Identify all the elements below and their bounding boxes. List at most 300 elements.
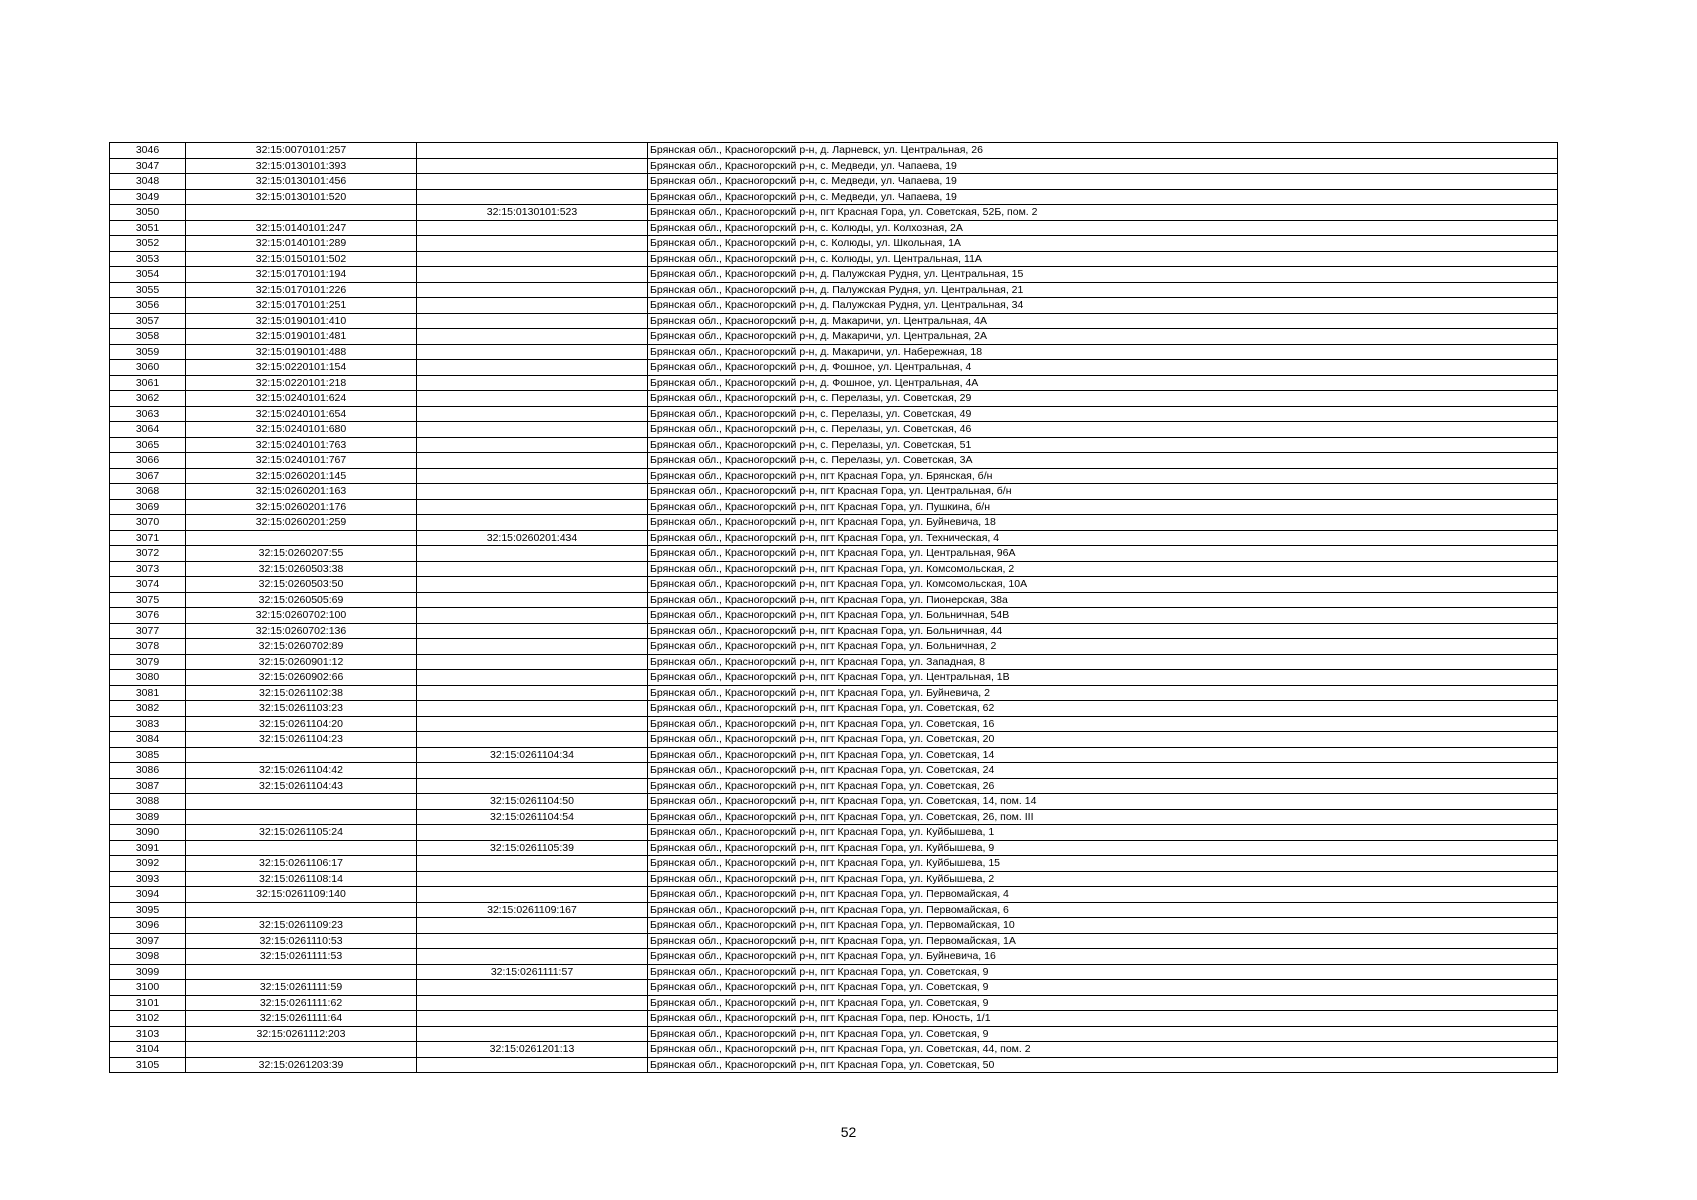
table-row	[110, 654, 1558, 670]
address-cell: Брянская обл., Красногорский р-н, пгт Красная Гора, ул. Советская, 44, пом. 2	[648, 1042, 1558, 1058]
table-row	[110, 468, 1558, 484]
address-cell: Брянская обл., Красногорский р-н, пгт Красная Гора, ул. Советская, 20	[648, 732, 1558, 748]
row-number-cell: 3073	[110, 561, 186, 577]
cadastral-number-cell: 32:15:0130101:520	[186, 189, 417, 205]
address-cell: Брянская обл., Красногорский р-н, пгт Красная Гора, ул. Буйневича, 2	[648, 685, 1558, 701]
address-cell: Брянская обл., Красногорский р-н, пгт Красная Гора, ул. Буйневича, 16	[648, 949, 1558, 965]
row-number-cell: 3088	[110, 794, 186, 810]
table-row	[110, 453, 1558, 469]
address-cell: Брянская обл., Красногорский р-н, с. Колюды, ул. Центральная, 11А	[648, 251, 1558, 267]
table-row	[110, 236, 1558, 252]
row-number-cell: 3084	[110, 732, 186, 748]
table-row	[110, 732, 1558, 748]
premises-cadastral-number-cell	[417, 329, 648, 345]
cadastral-number-cell	[186, 809, 417, 825]
address-cell: Брянская обл., Красногорский р-н, пгт Красная Гора, ул. Советская, 62	[648, 701, 1558, 717]
cadastral-number-cell: 32:15:0170101:226	[186, 282, 417, 298]
table-row	[110, 422, 1558, 438]
cadastral-number-cell: 32:15:0260702:100	[186, 608, 417, 624]
cadastral-number-cell	[186, 205, 417, 221]
premises-cadastral-number-cell	[417, 561, 648, 577]
premises-cadastral-number-cell	[417, 701, 648, 717]
cadastral-number-cell: 32:15:0240101:624	[186, 391, 417, 407]
cadastral-number-cell: 32:15:0190101:488	[186, 344, 417, 360]
row-number-cell: 3065	[110, 437, 186, 453]
cadastral-number-cell: 32:15:0261111:62	[186, 995, 417, 1011]
row-number-cell: 3058	[110, 329, 186, 345]
row-number-cell: 3048	[110, 174, 186, 190]
premises-cadastral-number-cell	[417, 484, 648, 500]
table-row	[110, 747, 1558, 763]
row-number-cell: 3094	[110, 887, 186, 903]
address-cell: Брянская обл., Красногорский р-н, пгт Красная Гора, ул. Пионерская, 38а	[648, 592, 1558, 608]
cadastral-number-cell	[186, 1042, 417, 1058]
table-row	[110, 592, 1558, 608]
row-number-cell: 3062	[110, 391, 186, 407]
cadastral-number-cell: 32:15:0070101:257	[186, 143, 417, 159]
cadastral-number-cell: 32:15:0260503:50	[186, 577, 417, 593]
cadastral-number-cell: 32:15:0240101:654	[186, 406, 417, 422]
address-cell: Брянская обл., Красногорский р-н, пгт Красная Гора, ул. Куйбышева, 9	[648, 840, 1558, 856]
table-row	[110, 639, 1558, 655]
address-cell: Брянская обл., Красногорский р-н, пгт Красная Гора, ул. Советская, 24	[648, 763, 1558, 779]
row-number-cell: 3083	[110, 716, 186, 732]
table-row	[110, 530, 1558, 546]
premises-cadastral-number-cell	[417, 763, 648, 779]
address-cell: Брянская обл., Красногорский р-н, пгт Красная Гора, ул. Советская, 52Б, пом. 2	[648, 205, 1558, 221]
cadastral-number-cell: 32:15:0130101:393	[186, 158, 417, 174]
table-row	[110, 794, 1558, 810]
row-number-cell: 3054	[110, 267, 186, 283]
premises-cadastral-number-cell	[417, 360, 648, 376]
address-cell: Брянская обл., Красногорский р-н, с. Перелазы, ул. Советская, 51	[648, 437, 1558, 453]
table-row	[110, 220, 1558, 236]
row-number-cell: 3072	[110, 546, 186, 562]
premises-cadastral-number-cell	[417, 437, 648, 453]
row-number-cell: 3080	[110, 670, 186, 686]
premises-cadastral-number-cell	[417, 236, 648, 252]
row-number-cell: 3068	[110, 484, 186, 500]
table-row	[110, 887, 1558, 903]
premises-cadastral-number-cell: 32:15:0261111:57	[417, 964, 648, 980]
address-cell: Брянская обл., Красногорский р-н, с. Медведи, ул. Чапаева, 19	[648, 158, 1558, 174]
cadastral-number-cell: 32:15:0261105:24	[186, 825, 417, 841]
table-row	[110, 980, 1558, 996]
cadastral-number-cell: 32:15:0260201:163	[186, 484, 417, 500]
row-number-cell: 3077	[110, 623, 186, 639]
row-number-cell: 3053	[110, 251, 186, 267]
premises-cadastral-number-cell: 32:15:0260201:434	[417, 530, 648, 546]
premises-cadastral-number-cell	[417, 515, 648, 531]
cadastral-number-cell: 32:15:0260702:136	[186, 623, 417, 639]
premises-cadastral-number-cell	[417, 608, 648, 624]
row-number-cell: 3075	[110, 592, 186, 608]
address-cell: Брянская обл., Красногорский р-н, д. Палужская Рудня, ул. Центральная, 21	[648, 282, 1558, 298]
premises-cadastral-number-cell: 32:15:0261104:54	[417, 809, 648, 825]
table-row	[110, 437, 1558, 453]
address-cell: Брянская обл., Красногорский р-н, пгт Красная Гора, пер. Юность, 1/1	[648, 1011, 1558, 1027]
premises-cadastral-number-cell	[417, 391, 648, 407]
row-number-cell: 3099	[110, 964, 186, 980]
premises-cadastral-number-cell	[417, 313, 648, 329]
address-cell: Брянская обл., Красногорский р-н, д. Палужская Рудня, ул. Центральная, 34	[648, 298, 1558, 314]
address-cell: Брянская обл., Красногорский р-н, с. Перелазы, ул. Советская, 46	[648, 422, 1558, 438]
premises-cadastral-number-cell: 32:15:0130101:523	[417, 205, 648, 221]
row-number-cell: 3086	[110, 763, 186, 779]
address-cell: Брянская обл., Красногорский р-н, с. Перелазы, ул. Советская, 3А	[648, 453, 1558, 469]
table-row	[110, 267, 1558, 283]
address-cell: Брянская обл., Красногорский р-н, пгт Красная Гора, ул. Советская, 9	[648, 1026, 1558, 1042]
premises-cadastral-number-cell	[417, 871, 648, 887]
cadastral-number-cell: 32:15:0150101:502	[186, 251, 417, 267]
row-number-cell: 3097	[110, 933, 186, 949]
address-cell: Брянская обл., Красногорский р-н, пгт Красная Гора, ул. Советская, 9	[648, 964, 1558, 980]
cadastral-number-cell: 32:15:0260503:38	[186, 561, 417, 577]
cadastral-number-cell	[186, 794, 417, 810]
address-cell: Брянская обл., Красногорский р-н, пгт Красная Гора, ул. Первомайская, 10	[648, 918, 1558, 934]
cadastral-number-cell: 32:15:0190101:410	[186, 313, 417, 329]
premises-cadastral-number-cell	[417, 422, 648, 438]
cadastral-number-cell	[186, 747, 417, 763]
row-number-cell: 3069	[110, 499, 186, 515]
table-row	[110, 484, 1558, 500]
table-row	[110, 701, 1558, 717]
table-row	[110, 360, 1558, 376]
table-row	[110, 313, 1558, 329]
cadastral-number-cell: 32:15:0261104:43	[186, 778, 417, 794]
cadastral-number-cell: 32:15:0240101:767	[186, 453, 417, 469]
address-cell: Брянская обл., Красногорский р-н, д. Ларневск, ул. Центральная, 26	[648, 143, 1558, 159]
premises-cadastral-number-cell	[417, 174, 648, 190]
address-cell: Брянская обл., Красногорский р-н, д. Фошное, ул. Центральная, 4А	[648, 375, 1558, 391]
table-row	[110, 1026, 1558, 1042]
table-row	[110, 918, 1558, 934]
address-cell: Брянская обл., Красногорский р-н, с. Перелазы, ул. Советская, 29	[648, 391, 1558, 407]
premises-cadastral-number-cell	[417, 685, 648, 701]
premises-cadastral-number-cell	[417, 499, 648, 515]
cadastral-number-cell: 32:15:0130101:456	[186, 174, 417, 190]
table-row	[110, 856, 1558, 872]
table-row	[110, 329, 1558, 345]
address-cell: Брянская обл., Красногорский р-н, пгт Красная Гора, ул. Советская, 26	[648, 778, 1558, 794]
premises-cadastral-number-cell	[417, 918, 648, 934]
address-cell: Брянская обл., Красногорский р-н, пгт Красная Гора, ул. Первомайская, 1А	[648, 933, 1558, 949]
cadastral-number-cell: 32:15:0261110:53	[186, 933, 417, 949]
premises-cadastral-number-cell	[417, 592, 648, 608]
premises-cadastral-number-cell	[417, 375, 648, 391]
premises-cadastral-number-cell	[417, 887, 648, 903]
table-row	[110, 995, 1558, 1011]
row-number-cell: 3060	[110, 360, 186, 376]
table-row	[110, 871, 1558, 887]
cadastral-number-cell: 32:15:0261111:53	[186, 949, 417, 965]
row-number-cell: 3076	[110, 608, 186, 624]
premises-cadastral-number-cell	[417, 1011, 648, 1027]
address-cell: Брянская обл., Красногорский р-н, пгт Красная Гора, ул. Советская, 9	[648, 995, 1558, 1011]
address-cell: Брянская обл., Красногорский р-н, пгт Красная Гора, ул. Больничная, 54В	[648, 608, 1558, 624]
address-cell: Брянская обл., Красногорский р-н, с. Колюды, ул. Колхозная, 2А	[648, 220, 1558, 236]
cadastral-number-cell: 32:15:0170101:194	[186, 267, 417, 283]
table-row	[110, 809, 1558, 825]
table-row	[110, 298, 1558, 314]
cadastral-number-cell: 32:15:0190101:481	[186, 329, 417, 345]
cadastral-number-cell	[186, 840, 417, 856]
address-cell: Брянская обл., Красногорский р-н, пгт Красная Гора, ул. Советская, 50	[648, 1057, 1558, 1073]
address-cell: Брянская обл., Красногорский р-н, пгт Красная Гора, ул. Советская, 9	[648, 980, 1558, 996]
address-cell: Брянская обл., Красногорский р-н, пгт Красная Гора, ул. Куйбышева, 1	[648, 825, 1558, 841]
table-row	[110, 825, 1558, 841]
address-cell: Брянская обл., Красногорский р-н, д. Макаричи, ул. Центральная, 4А	[648, 313, 1558, 329]
address-cell: Брянская обл., Красногорский р-н, пгт Красная Гора, ул. Пушкина, б/н	[648, 499, 1558, 515]
row-number-cell: 3052	[110, 236, 186, 252]
cadastral-number-cell: 32:15:0170101:251	[186, 298, 417, 314]
row-number-cell: 3071	[110, 530, 186, 546]
cadastral-number-cell: 32:15:0260201:259	[186, 515, 417, 531]
registry-table-body	[110, 143, 1558, 1073]
premises-cadastral-number-cell	[417, 406, 648, 422]
table-row	[110, 406, 1558, 422]
address-cell: Брянская обл., Красногорский р-н, д. Фошное, ул. Центральная, 4	[648, 360, 1558, 376]
row-number-cell: 3102	[110, 1011, 186, 1027]
premises-cadastral-number-cell	[417, 468, 648, 484]
cadastral-number-cell: 32:15:0260201:145	[186, 468, 417, 484]
row-number-cell: 3103	[110, 1026, 186, 1042]
table-row	[110, 375, 1558, 391]
address-cell: Брянская обл., Красногорский р-н, д. Макаричи, ул. Центральная, 2А	[648, 329, 1558, 345]
address-cell: Брянская обл., Красногорский р-н, пгт Красная Гора, ул. Больничная, 44	[648, 623, 1558, 639]
premises-cadastral-number-cell	[417, 670, 648, 686]
row-number-cell: 3066	[110, 453, 186, 469]
address-cell: Брянская обл., Красногорский р-н, пгт Красная Гора, ул. Брянская, б/н	[648, 468, 1558, 484]
table-row	[110, 1042, 1558, 1058]
address-cell: Брянская обл., Красногорский р-н, пгт Красная Гора, ул. Советская, 14	[648, 747, 1558, 763]
row-number-cell: 3078	[110, 639, 186, 655]
row-number-cell: 3093	[110, 871, 186, 887]
address-cell: Брянская обл., Красногорский р-н, пгт Красная Гора, ул. Техническая, 4	[648, 530, 1558, 546]
table-row	[110, 251, 1558, 267]
row-number-cell: 3049	[110, 189, 186, 205]
row-number-cell: 3105	[110, 1057, 186, 1073]
premises-cadastral-number-cell	[417, 251, 648, 267]
cadastral-number-cell: 32:15:0261203:39	[186, 1057, 417, 1073]
row-number-cell: 3061	[110, 375, 186, 391]
cadastral-number-cell: 32:15:0140101:289	[186, 236, 417, 252]
cadastral-number-cell: 32:15:0220101:154	[186, 360, 417, 376]
premises-cadastral-number-cell: 32:15:0261104:50	[417, 794, 648, 810]
row-number-cell: 3074	[110, 577, 186, 593]
premises-cadastral-number-cell	[417, 189, 648, 205]
premises-cadastral-number-cell	[417, 654, 648, 670]
row-number-cell: 3056	[110, 298, 186, 314]
row-number-cell: 3047	[110, 158, 186, 174]
address-cell: Брянская обл., Красногорский р-н, пгт Красная Гора, ул. Комсомольская, 10А	[648, 577, 1558, 593]
table-row	[110, 964, 1558, 980]
cadastral-number-cell: 32:15:0260702:89	[186, 639, 417, 655]
row-number-cell: 3057	[110, 313, 186, 329]
row-number-cell: 3064	[110, 422, 186, 438]
table-row	[110, 716, 1558, 732]
address-cell: Брянская обл., Красногорский р-н, пгт Красная Гора, ул. Больничная, 2	[648, 639, 1558, 655]
row-number-cell: 3098	[110, 949, 186, 965]
table-row	[110, 608, 1558, 624]
cadastral-number-cell: 32:15:0261111:59	[186, 980, 417, 996]
premises-cadastral-number-cell: 32:15:0261201:13	[417, 1042, 648, 1058]
table-row	[110, 577, 1558, 593]
table-row	[110, 902, 1558, 918]
cadastral-number-cell: 32:15:0261109:140	[186, 887, 417, 903]
address-cell: Брянская обл., Красногорский р-н, пгт Красная Гора, ул. Центральная, 96А	[648, 546, 1558, 562]
address-cell: Брянская обл., Красногорский р-н, пгт Красная Гора, ул. Комсомольская, 2	[648, 561, 1558, 577]
table-row	[110, 685, 1558, 701]
address-cell: Брянская обл., Красногорский р-н, пгт Красная Гора, ул. Центральная, б/н	[648, 484, 1558, 500]
table-row	[110, 949, 1558, 965]
row-number-cell: 3101	[110, 995, 186, 1011]
premises-cadastral-number-cell	[417, 267, 648, 283]
premises-cadastral-number-cell	[417, 577, 648, 593]
row-number-cell: 3082	[110, 701, 186, 717]
cadastral-number-cell: 32:15:0260902:66	[186, 670, 417, 686]
cadastral-number-cell: 32:15:0240101:763	[186, 437, 417, 453]
address-cell: Брянская обл., Красногорский р-н, пгт Красная Гора, ул. Куйбышева, 2	[648, 871, 1558, 887]
premises-cadastral-number-cell	[417, 282, 648, 298]
cadastral-number-cell: 32:15:0261104:20	[186, 716, 417, 732]
address-cell: Брянская обл., Красногорский р-н, пгт Красная Гора, ул. Буйневича, 18	[648, 515, 1558, 531]
address-cell: Брянская обл., Красногорский р-н, с. Медведи, ул. Чапаева, 19	[648, 189, 1558, 205]
registry-table	[109, 142, 1558, 1073]
row-number-cell: 3085	[110, 747, 186, 763]
address-cell: Брянская обл., Красногорский р-н, пгт Красная Гора, ул. Первомайская, 6	[648, 902, 1558, 918]
table-row	[110, 840, 1558, 856]
row-number-cell: 3090	[110, 825, 186, 841]
row-number-cell: 3067	[110, 468, 186, 484]
premises-cadastral-number-cell: 32:15:0261109:167	[417, 902, 648, 918]
cadastral-number-cell: 32:15:0240101:680	[186, 422, 417, 438]
cadastral-number-cell: 32:15:0261112:203	[186, 1026, 417, 1042]
cadastral-number-cell	[186, 964, 417, 980]
address-cell: Брянская обл., Красногорский р-н, с. Медведи, ул. Чапаева, 19	[648, 174, 1558, 190]
premises-cadastral-number-cell	[417, 344, 648, 360]
row-number-cell: 3095	[110, 902, 186, 918]
premises-cadastral-number-cell	[417, 1057, 648, 1073]
premises-cadastral-number-cell	[417, 220, 648, 236]
cadastral-number-cell: 32:15:0220101:218	[186, 375, 417, 391]
table-row	[110, 143, 1558, 159]
row-number-cell: 3092	[110, 856, 186, 872]
row-number-cell: 3087	[110, 778, 186, 794]
cadastral-number-cell	[186, 902, 417, 918]
cadastral-number-cell: 32:15:0261109:23	[186, 918, 417, 934]
table-row	[110, 158, 1558, 174]
cadastral-number-cell: 32:15:0260207:55	[186, 546, 417, 562]
address-cell: Брянская обл., Красногорский р-н, пгт Красная Гора, ул. Центральная, 1В	[648, 670, 1558, 686]
row-number-cell: 3081	[110, 685, 186, 701]
page-number: 52	[840, 1124, 857, 1140]
premises-cadastral-number-cell	[417, 716, 648, 732]
row-number-cell: 3079	[110, 654, 186, 670]
cadastral-number-cell: 32:15:0261104:23	[186, 732, 417, 748]
row-number-cell: 3050	[110, 205, 186, 221]
premises-cadastral-number-cell	[417, 546, 648, 562]
table-row	[110, 391, 1558, 407]
cadastral-number-cell: 32:15:0261106:17	[186, 856, 417, 872]
cadastral-number-cell	[186, 530, 417, 546]
address-cell: Брянская обл., Красногорский р-н, с. Колюды, ул. Школьная, 1А	[648, 236, 1558, 252]
table-row	[110, 670, 1558, 686]
table-row	[110, 282, 1558, 298]
table-row	[110, 1057, 1558, 1073]
premises-cadastral-number-cell	[417, 856, 648, 872]
row-number-cell: 3051	[110, 220, 186, 236]
premises-cadastral-number-cell	[417, 453, 648, 469]
cadastral-number-cell: 32:15:0261111:64	[186, 1011, 417, 1027]
premises-cadastral-number-cell	[417, 1026, 648, 1042]
row-number-cell: 3059	[110, 344, 186, 360]
address-cell: Брянская обл., Красногорский р-н, пгт Красная Гора, ул. Западная, 8	[648, 654, 1558, 670]
address-cell: Брянская обл., Красногорский р-н, пгт Красная Гора, ул. Советская, 16	[648, 716, 1558, 732]
premises-cadastral-number-cell	[417, 933, 648, 949]
row-number-cell: 3070	[110, 515, 186, 531]
address-cell: Брянская обл., Красногорский р-н, пгт Красная Гора, ул. Первомайская, 4	[648, 887, 1558, 903]
address-cell: Брянская обл., Красногорский р-н, д. Палужская Рудня, ул. Центральная, 15	[648, 267, 1558, 283]
row-number-cell: 3046	[110, 143, 186, 159]
premises-cadastral-number-cell	[417, 623, 648, 639]
row-number-cell: 3096	[110, 918, 186, 934]
premises-cadastral-number-cell	[417, 980, 648, 996]
table-row	[110, 623, 1558, 639]
premises-cadastral-number-cell	[417, 298, 648, 314]
cadastral-number-cell: 32:15:0261103:23	[186, 701, 417, 717]
premises-cadastral-number-cell	[417, 732, 648, 748]
premises-cadastral-number-cell	[417, 158, 648, 174]
premises-cadastral-number-cell	[417, 778, 648, 794]
cadastral-number-cell: 32:15:0260201:176	[186, 499, 417, 515]
row-number-cell: 3089	[110, 809, 186, 825]
premises-cadastral-number-cell	[417, 825, 648, 841]
table-row	[110, 933, 1558, 949]
table-row	[110, 499, 1558, 515]
cadastral-number-cell: 32:15:0261108:14	[186, 871, 417, 887]
address-cell: Брянская обл., Красногорский р-н, д. Макаричи, ул. Набережная, 18	[648, 344, 1558, 360]
address-cell: Брянская обл., Красногорский р-н, пгт Красная Гора, ул. Советская, 26, пом. III	[648, 809, 1558, 825]
premises-cadastral-number-cell: 32:15:0261105:39	[417, 840, 648, 856]
table-row	[110, 546, 1558, 562]
row-number-cell: 3100	[110, 980, 186, 996]
premises-cadastral-number-cell	[417, 949, 648, 965]
table-row	[110, 205, 1558, 221]
row-number-cell: 3104	[110, 1042, 186, 1058]
cadastral-number-cell: 32:15:0140101:247	[186, 220, 417, 236]
premises-cadastral-number-cell	[417, 995, 648, 1011]
table-row	[110, 561, 1558, 577]
table-row	[110, 1011, 1558, 1027]
table-row	[110, 189, 1558, 205]
row-number-cell: 3063	[110, 406, 186, 422]
table-row	[110, 344, 1558, 360]
premises-cadastral-number-cell	[417, 639, 648, 655]
cadastral-number-cell: 32:15:0260901:12	[186, 654, 417, 670]
table-row	[110, 515, 1558, 531]
premises-cadastral-number-cell	[417, 143, 648, 159]
address-cell: Брянская обл., Красногорский р-н, с. Перелазы, ул. Советская, 49	[648, 406, 1558, 422]
row-number-cell: 3055	[110, 282, 186, 298]
cadastral-number-cell: 32:15:0261104:42	[186, 763, 417, 779]
table-row	[110, 174, 1558, 190]
row-number-cell: 3091	[110, 840, 186, 856]
address-cell: Брянская обл., Красногорский р-н, пгт Красная Гора, ул. Куйбышева, 15	[648, 856, 1558, 872]
cadastral-number-cell: 32:15:0260505:69	[186, 592, 417, 608]
premises-cadastral-number-cell: 32:15:0261104:34	[417, 747, 648, 763]
address-cell: Брянская обл., Красногорский р-н, пгт Красная Гора, ул. Советская, 14, пом. 14	[648, 794, 1558, 810]
